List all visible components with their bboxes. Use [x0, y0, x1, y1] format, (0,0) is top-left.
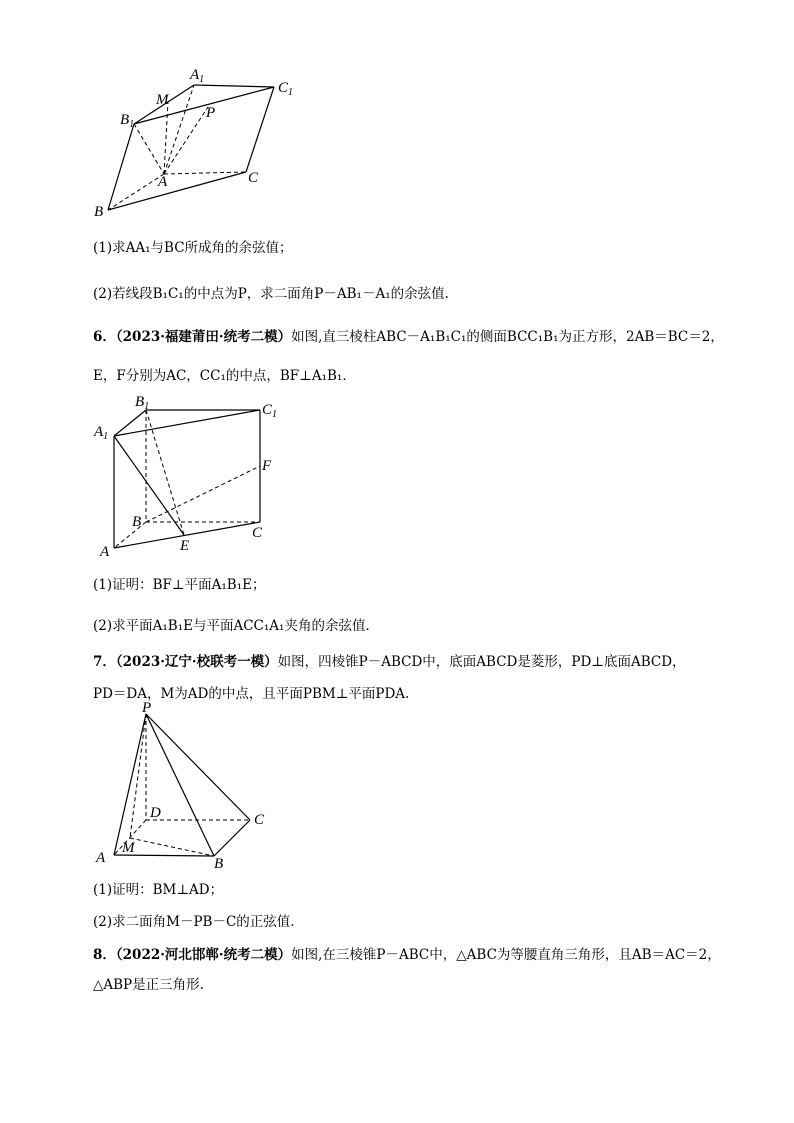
p6-stem-line-1 — [93, 325, 724, 345]
p7-stem-line-1 — [93, 650, 686, 670]
p7-question-1: (1)证明：BM⊥AD； — [93, 882, 224, 898]
p7-question-2: (2)求二面角M－PB－C的正弦值. — [93, 914, 295, 930]
p6-stem-line-2: E，F分别为AC，CC₁的中点，BF⊥A₁B₁． — [93, 368, 356, 384]
label-A: A — [100, 544, 110, 560]
label-C: C — [252, 525, 263, 541]
label-M: M — [156, 92, 169, 108]
label-B: B — [132, 514, 142, 530]
label-C1: $C_1$ — [262, 402, 278, 420]
p7-stem-line-2: PD＝DA，M为AD的中点，且平面PBM⊥平面PDA. — [93, 686, 410, 702]
label-C1: $C_1$ — [278, 80, 294, 98]
label-M: M — [122, 840, 135, 856]
label-B: B — [214, 856, 224, 870]
label-C: C — [254, 812, 265, 828]
label-B1: $B_1$ — [135, 394, 150, 412]
label-F: F — [262, 458, 272, 474]
figure-parallelepiped — [88, 62, 308, 222]
p8-stem: 如图,在三棱锥P－ABC中，△ABC为等腰直角三角形，且AB＝AC＝2， — [291, 947, 721, 963]
label-P: P — [206, 105, 216, 121]
p6-question-2: (2)求平面A₁B₁E与平面ACC₁A₁夹角的余弦值． — [93, 618, 379, 634]
p5-question-1: (1)求AA₁与BC所成角的余弦值； — [93, 240, 293, 256]
label-A1: $A_1$ — [190, 67, 205, 85]
label-A: A — [158, 174, 168, 190]
p7-number: 7． — [93, 654, 116, 670]
label-E: E — [180, 538, 190, 554]
label-B1: $B_1$ — [120, 112, 135, 130]
label-D: D — [150, 805, 161, 821]
figure-prism — [88, 390, 288, 560]
label-P: P — [142, 700, 152, 716]
p5-question-2: (2)若线段B₁C₁的中点为P，求二面角P－AB₁－A₁的余弦值. — [93, 286, 449, 302]
p6-source: （2023·福建莆田·统考二模） — [115, 329, 292, 345]
p6-question-1: (1)证明：BF⊥平面A₁B₁E； — [93, 577, 266, 593]
label-A: A — [96, 850, 106, 866]
p7-stem: 如图，四棱锥P－ABCD中，底面ABCD是菱形，PD⊥底面ABCD， — [277, 654, 686, 670]
label-C: C — [248, 170, 259, 186]
p6-number: 6． — [93, 329, 116, 345]
p8-number: 8． — [93, 947, 116, 963]
p6-stem: 如图,直三棱柱ABC－A₁B₁C₁的侧面BCC₁B₁为正方形，2AB＝BC＝2， — [291, 329, 724, 345]
label-B: B — [94, 204, 104, 220]
p8-source: （2022·河北邯郸·统考二模） — [115, 947, 292, 963]
label-A1: $A_1$ — [94, 424, 109, 442]
p7-source: （2023·辽宁·校联考一模） — [115, 654, 278, 670]
figure-pyramid — [88, 700, 288, 870]
p8-stem-line-1 — [93, 943, 721, 963]
p8-stem-line-2: △ABP是正三角形. — [93, 977, 204, 993]
